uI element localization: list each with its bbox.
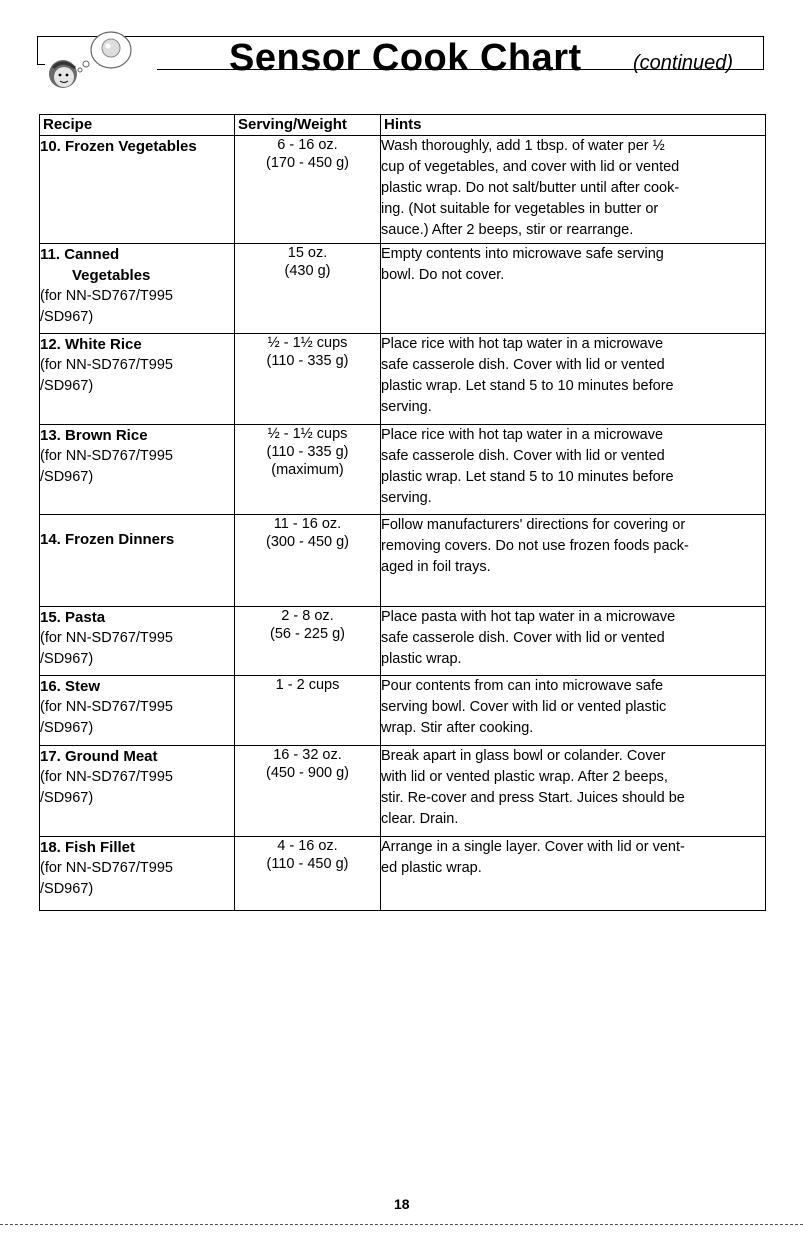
hints-cell bbox=[381, 515, 766, 607]
hint-line: Arrange in a single layer. Cover with lid or vent- bbox=[381, 839, 685, 855]
table-row bbox=[40, 676, 766, 746]
serving-weight: 6 - 16 oz. bbox=[277, 137, 338, 153]
serving-weight: ½ - 1½ cups bbox=[267, 335, 348, 351]
continued-label: (continued) bbox=[633, 52, 734, 74]
recipe-name: 10. Frozen Vegetables bbox=[40, 138, 197, 155]
recipe-models: /SD967) bbox=[40, 469, 94, 485]
recipe-name: 15. Pasta bbox=[40, 609, 106, 626]
hint-line: Follow manufacturers' directions for covering or bbox=[381, 517, 686, 533]
recipe-models: (for NN-SD767/T995 bbox=[40, 357, 173, 373]
recipe-name: 11. Canned bbox=[40, 246, 120, 263]
hint-line: Place rice with hot tap water in a microwave bbox=[381, 427, 664, 443]
serving-cell bbox=[235, 244, 381, 334]
serving-note: (maximum) bbox=[271, 462, 344, 478]
hint-line: bowl. Do not cover. bbox=[381, 267, 505, 283]
hint-line: removing covers. Do not use frozen foods pack- bbox=[381, 538, 689, 554]
serving-weight: 1 - 2 cups bbox=[275, 677, 340, 693]
hint-line: plastic wrap. Let stand 5 to 10 minutes before bbox=[381, 378, 674, 394]
serving-metric: (56 - 225 g) bbox=[270, 626, 345, 642]
serving-cell bbox=[235, 136, 381, 244]
table-row bbox=[40, 136, 766, 244]
recipe-name: 13. Brown Rice bbox=[40, 427, 148, 444]
recipe-models: (for NN-SD767/T995 bbox=[40, 448, 173, 464]
table-row bbox=[40, 515, 766, 607]
recipe-models: /SD967) bbox=[40, 378, 94, 394]
recipe-models: (for NN-SD767/T995 bbox=[40, 630, 173, 646]
serving-cell bbox=[235, 425, 381, 515]
recipe-models: /SD967) bbox=[40, 309, 94, 325]
serving-weight: 11 - 16 oz. bbox=[273, 516, 342, 532]
recipe-cell bbox=[40, 334, 235, 425]
hint-line: with lid or vented plastic wrap. After 2 beeps, bbox=[381, 769, 668, 785]
hints-cell bbox=[381, 607, 766, 676]
hint-line: cup of vegetables, and cover with lid or vented bbox=[381, 159, 680, 175]
recipe-name: 14. Frozen Dinners bbox=[40, 531, 175, 548]
hints-cell bbox=[381, 837, 766, 911]
page-number: 18 bbox=[394, 1196, 410, 1212]
table-row bbox=[40, 425, 766, 515]
recipe-name: 17. Ground Meat bbox=[40, 748, 158, 765]
chef-mascot-icon bbox=[45, 28, 165, 92]
serving-cell bbox=[235, 515, 381, 607]
serving-metric: (450 - 900 g) bbox=[265, 765, 350, 781]
table-row bbox=[40, 244, 766, 334]
hints-cell bbox=[381, 746, 766, 837]
hint-line: Wash thoroughly, add 1 tbsp. of water per ½ bbox=[381, 138, 665, 154]
recipe-name: 18. Fish Fillet bbox=[40, 839, 136, 856]
serving-metric: (430 g) bbox=[284, 263, 331, 279]
serving-weight: 4 - 16 oz. bbox=[277, 838, 338, 854]
hint-line: safe casserole dish. Cover with lid or vented bbox=[381, 630, 665, 646]
serving-weight: ½ - 1½ cups bbox=[267, 426, 348, 442]
table-row bbox=[40, 334, 766, 425]
hint-line: Place rice with hot tap water in a microwave bbox=[381, 336, 664, 352]
hint-line: wrap. Stir after cooking. bbox=[381, 720, 534, 736]
serving-metric: (170 - 450 g) bbox=[265, 155, 350, 171]
hint-line: safe casserole dish. Cover with lid or vented bbox=[381, 357, 665, 373]
hint-line: plastic wrap. bbox=[381, 651, 462, 667]
recipe-cell bbox=[40, 607, 235, 676]
hint-line: Empty contents into microwave safe serving bbox=[381, 246, 664, 262]
recipe-cell bbox=[40, 136, 235, 244]
recipe-models: /SD967) bbox=[40, 881, 94, 897]
header-serving-weight: Serving/Weight bbox=[235, 115, 381, 136]
recipe-models: (for NN-SD767/T995 bbox=[40, 769, 173, 785]
serving-metric: (300 - 450 g) bbox=[265, 534, 350, 550]
hint-line: safe casserole dish. Cover with lid or vented bbox=[381, 448, 665, 464]
hint-line: ing. (Not suitable for vegetables in butter or bbox=[381, 201, 659, 217]
hint-line: clear. Drain. bbox=[381, 811, 459, 827]
hint-line: serving. bbox=[381, 490, 432, 506]
recipe-name: 16. Stew bbox=[40, 678, 101, 695]
hint-line: serving bowl. Cover with lid or vented plastic bbox=[381, 699, 667, 715]
recipe-cell bbox=[40, 425, 235, 515]
recipe-cell bbox=[40, 515, 235, 607]
recipe-cell bbox=[40, 676, 235, 746]
hint-line: plastic wrap. Let stand 5 to 10 minutes before bbox=[381, 469, 674, 485]
recipe-cell bbox=[40, 244, 235, 334]
recipe-name-cont: Vegetables bbox=[72, 267, 151, 284]
serving-weight: 15 oz. bbox=[287, 245, 328, 261]
hint-line: Pour contents from can into microwave safe bbox=[381, 678, 664, 694]
recipe-models: (for NN-SD767/T995 bbox=[40, 288, 173, 304]
table-row bbox=[40, 607, 766, 676]
bottom-rule bbox=[0, 1224, 803, 1225]
header-hints: Hints bbox=[381, 115, 766, 136]
table-row bbox=[40, 837, 766, 911]
hint-line: Break apart in glass bowl or colander. Cover bbox=[381, 748, 666, 764]
serving-cell bbox=[235, 746, 381, 837]
hint-line: stir. Re-cover and press Start. Juices should be bbox=[381, 790, 685, 806]
sensor-cook-table bbox=[39, 114, 766, 911]
hints-cell bbox=[381, 334, 766, 425]
hint-line: serving. bbox=[381, 399, 432, 415]
hint-line: aged in foil trays. bbox=[381, 559, 491, 575]
serving-cell bbox=[235, 837, 381, 911]
serving-cell bbox=[235, 334, 381, 425]
recipe-models: (for NN-SD767/T995 bbox=[40, 860, 173, 876]
serving-metric: (110 - 450 g) bbox=[266, 856, 349, 872]
hints-cell bbox=[381, 425, 766, 515]
page-title: Sensor Cook Chart bbox=[229, 37, 582, 79]
hint-line: plastic wrap. Do not salt/butter until after cook- bbox=[381, 180, 680, 196]
serving-weight: 16 - 32 oz. bbox=[273, 747, 342, 763]
serving-metric: (110 - 335 g) bbox=[266, 353, 349, 369]
table-header-row bbox=[40, 115, 766, 136]
recipe-models: (for NN-SD767/T995 bbox=[40, 699, 173, 715]
hints-cell bbox=[381, 136, 766, 244]
hints-cell bbox=[381, 244, 766, 334]
header-bracket-left-foot bbox=[37, 64, 45, 65]
serving-metric: (110 - 335 g) bbox=[266, 444, 349, 460]
serving-cell bbox=[235, 676, 381, 746]
serving-cell bbox=[235, 607, 381, 676]
hint-line: sauce.) After 2 beeps, stir or rearrange. bbox=[381, 222, 634, 238]
recipe-models: /SD967) bbox=[40, 651, 94, 667]
hints-cell bbox=[381, 676, 766, 746]
recipe-name: 12. White Rice bbox=[40, 336, 142, 353]
recipe-models: /SD967) bbox=[40, 720, 94, 736]
serving-weight: 2 - 8 oz. bbox=[281, 608, 334, 624]
header-bracket-left bbox=[37, 36, 38, 64]
table-row bbox=[40, 746, 766, 837]
page-header bbox=[37, 28, 764, 92]
recipe-models: /SD967) bbox=[40, 790, 94, 806]
hint-line: Place pasta with hot tap water in a microwave bbox=[381, 609, 676, 625]
recipe-cell bbox=[40, 837, 235, 911]
header-recipe: Recipe bbox=[40, 115, 235, 136]
hint-line: ed plastic wrap. bbox=[381, 860, 482, 876]
header-bracket-right bbox=[763, 36, 764, 69]
recipe-cell bbox=[40, 746, 235, 837]
